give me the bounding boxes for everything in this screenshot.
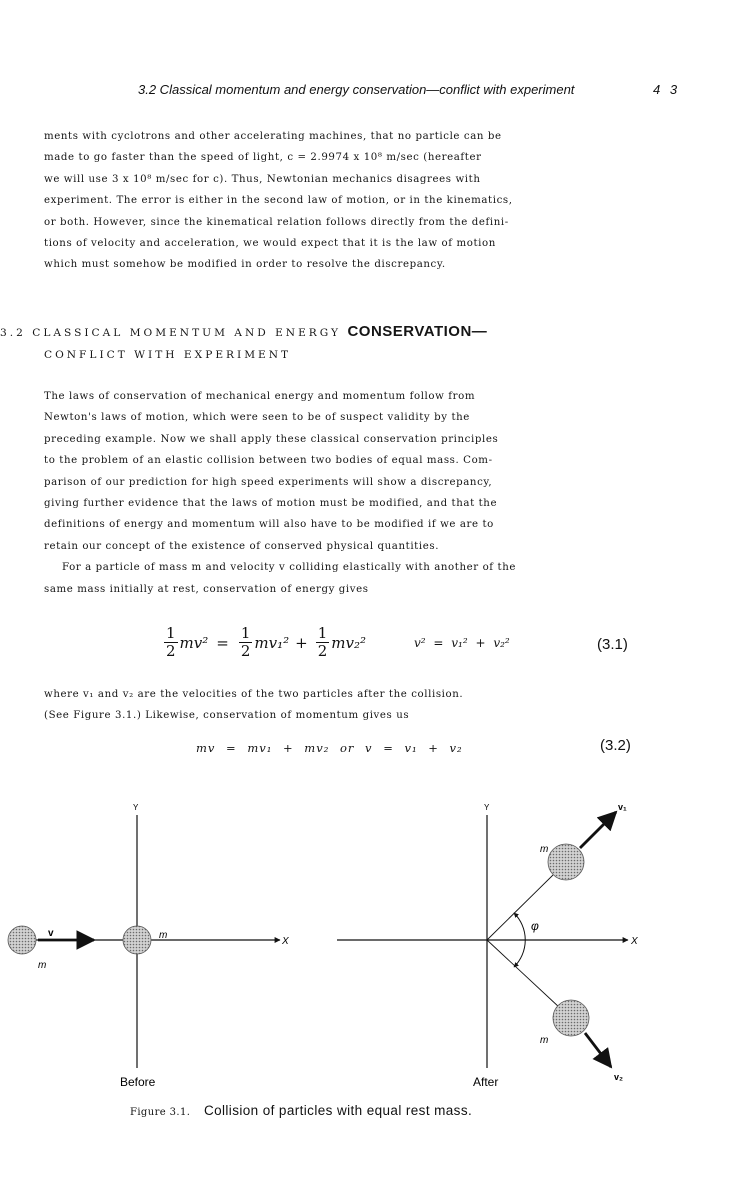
- figure-3-1: [0, 790, 750, 1100]
- text-line: to the problem of an elastic collision between two bodies of equal mass. Com-: [44, 455, 493, 467]
- caption-number: Figure 3.1.: [130, 1107, 191, 1118]
- moving-mass-label: m: [38, 960, 47, 971]
- after-panel: [337, 802, 638, 1089]
- after-x-label: X: [631, 936, 638, 947]
- eq-term: mv₂²: [331, 633, 366, 652]
- eq-sign: +: [295, 633, 308, 652]
- text-line: or both. However, since the kinematical relation follows directly from the defini-: [44, 216, 509, 228]
- running-header: [138, 82, 681, 97]
- caption-text: Collision of particles with equal rest mass.: [203, 1103, 473, 1118]
- path-particle-1: [487, 875, 553, 940]
- eq-sign: =: [216, 633, 229, 652]
- page-number: 4 3: [653, 82, 681, 97]
- text-line: we will use 3 x 10⁸ m/sec for c). Thus, Newtonian mechanics disagrees with: [44, 173, 481, 185]
- text-line: (See Figure 3.1.) Likewise, conservation of momentum gives us: [44, 710, 410, 722]
- section-title-plain: CLASSICAL MOMENTUM AND ENERGY: [32, 327, 342, 339]
- after-y-label: Y: [484, 803, 490, 812]
- text-line: where v₁ and v₂ are the velocities of the two particles after the collision.: [44, 689, 464, 700]
- target-mass-label: m: [159, 930, 168, 941]
- angle-label: φ: [531, 919, 539, 933]
- text-line: experiment. The error is either in the second law of motion, or in the kinematics,: [44, 195, 513, 207]
- text-line: The laws of conservation of mechanical energy and momentum follow from: [44, 391, 476, 402]
- equation-3-1: [162, 625, 510, 660]
- text-line: Newton's laws of motion, which were seen to be of suspect validity by the: [44, 412, 470, 424]
- fraction-half: $\frac{1}{2}$: [240, 624, 251, 660]
- figure-caption: [130, 1103, 472, 1118]
- text-line: For a particle of mass m and velocity v colliding elastically with another of the: [62, 562, 516, 574]
- intro-paragraph: [44, 126, 636, 276]
- text-line: made to go faster than the speed of light, c = 2.9974 x 10⁸ m/sec (hereafter: [44, 152, 482, 164]
- text-line: definitions of energy and momentum will also have to be modified if we are to: [44, 519, 494, 531]
- target-particle: [123, 926, 151, 954]
- moving-particle: [8, 926, 36, 954]
- text-line: tions of velocity and acceleration, we would expect that it is the law of motion: [44, 238, 496, 250]
- text-line: preceding example. Now we shall apply these classical conservation principles: [44, 433, 499, 445]
- after-label: After: [473, 1075, 499, 1089]
- before-label: Before: [120, 1075, 156, 1089]
- section-heading-line2: CONFLICT WITH EXPERIMENT: [44, 349, 292, 361]
- before-panel: [8, 803, 289, 1089]
- fraction-half: $\frac{1}{2}$: [166, 624, 176, 660]
- fraction-half: $\frac{1}{2}$: [317, 624, 328, 660]
- section-paragraph: [44, 386, 636, 600]
- text-line: giving further evidence that the laws of motion must be modified, and that the: [44, 498, 498, 510]
- section-number: 3.2: [0, 327, 26, 339]
- v2-label: v₂: [614, 1072, 624, 1082]
- text-line: parison of our prediction for high speed experiments will show a discrepancy,: [44, 476, 493, 488]
- section-title-bold: CONSERVATION—: [347, 323, 488, 340]
- after-equation-paragraph: [44, 684, 636, 727]
- text-line: which must somehow be modified in order to resolve the discrepancy.: [44, 259, 446, 271]
- eq-rhs: v² = v₁² + v₂²: [413, 635, 510, 650]
- v1-arrow: [580, 812, 616, 848]
- particle-2: [553, 1000, 589, 1036]
- before-x-label: X: [282, 936, 289, 947]
- before-y-label: Y: [133, 803, 139, 812]
- equation-number: (3.2): [600, 737, 631, 754]
- v1-label: v₁: [618, 802, 627, 812]
- mass-1-label: m: [540, 844, 549, 855]
- v2-arrow: [585, 1033, 611, 1067]
- particle-1: [548, 844, 584, 880]
- velocity-label: v: [48, 928, 54, 939]
- equation-number: (3.1): [597, 636, 628, 653]
- equation-3-2: mv = mv₁ + mv₂ or v = v₁ + v₂: [196, 741, 463, 755]
- text-line: retain our concept of the existence of conserved physical quantities.: [44, 540, 440, 552]
- mass-2-label: m: [540, 1035, 549, 1046]
- text-line: ments with cyclotrons and other accelerating machines, that no particle can be: [44, 131, 502, 142]
- text-line: same mass initially at rest, conservation of energy gives: [44, 583, 369, 595]
- section-heading: [0, 323, 487, 340]
- running-title: 3.2 Classical momentum and energy conservation—conflict with experiment: [138, 82, 575, 97]
- eq-term: mv²: [179, 633, 209, 652]
- eq-term: mv₁²: [254, 633, 290, 652]
